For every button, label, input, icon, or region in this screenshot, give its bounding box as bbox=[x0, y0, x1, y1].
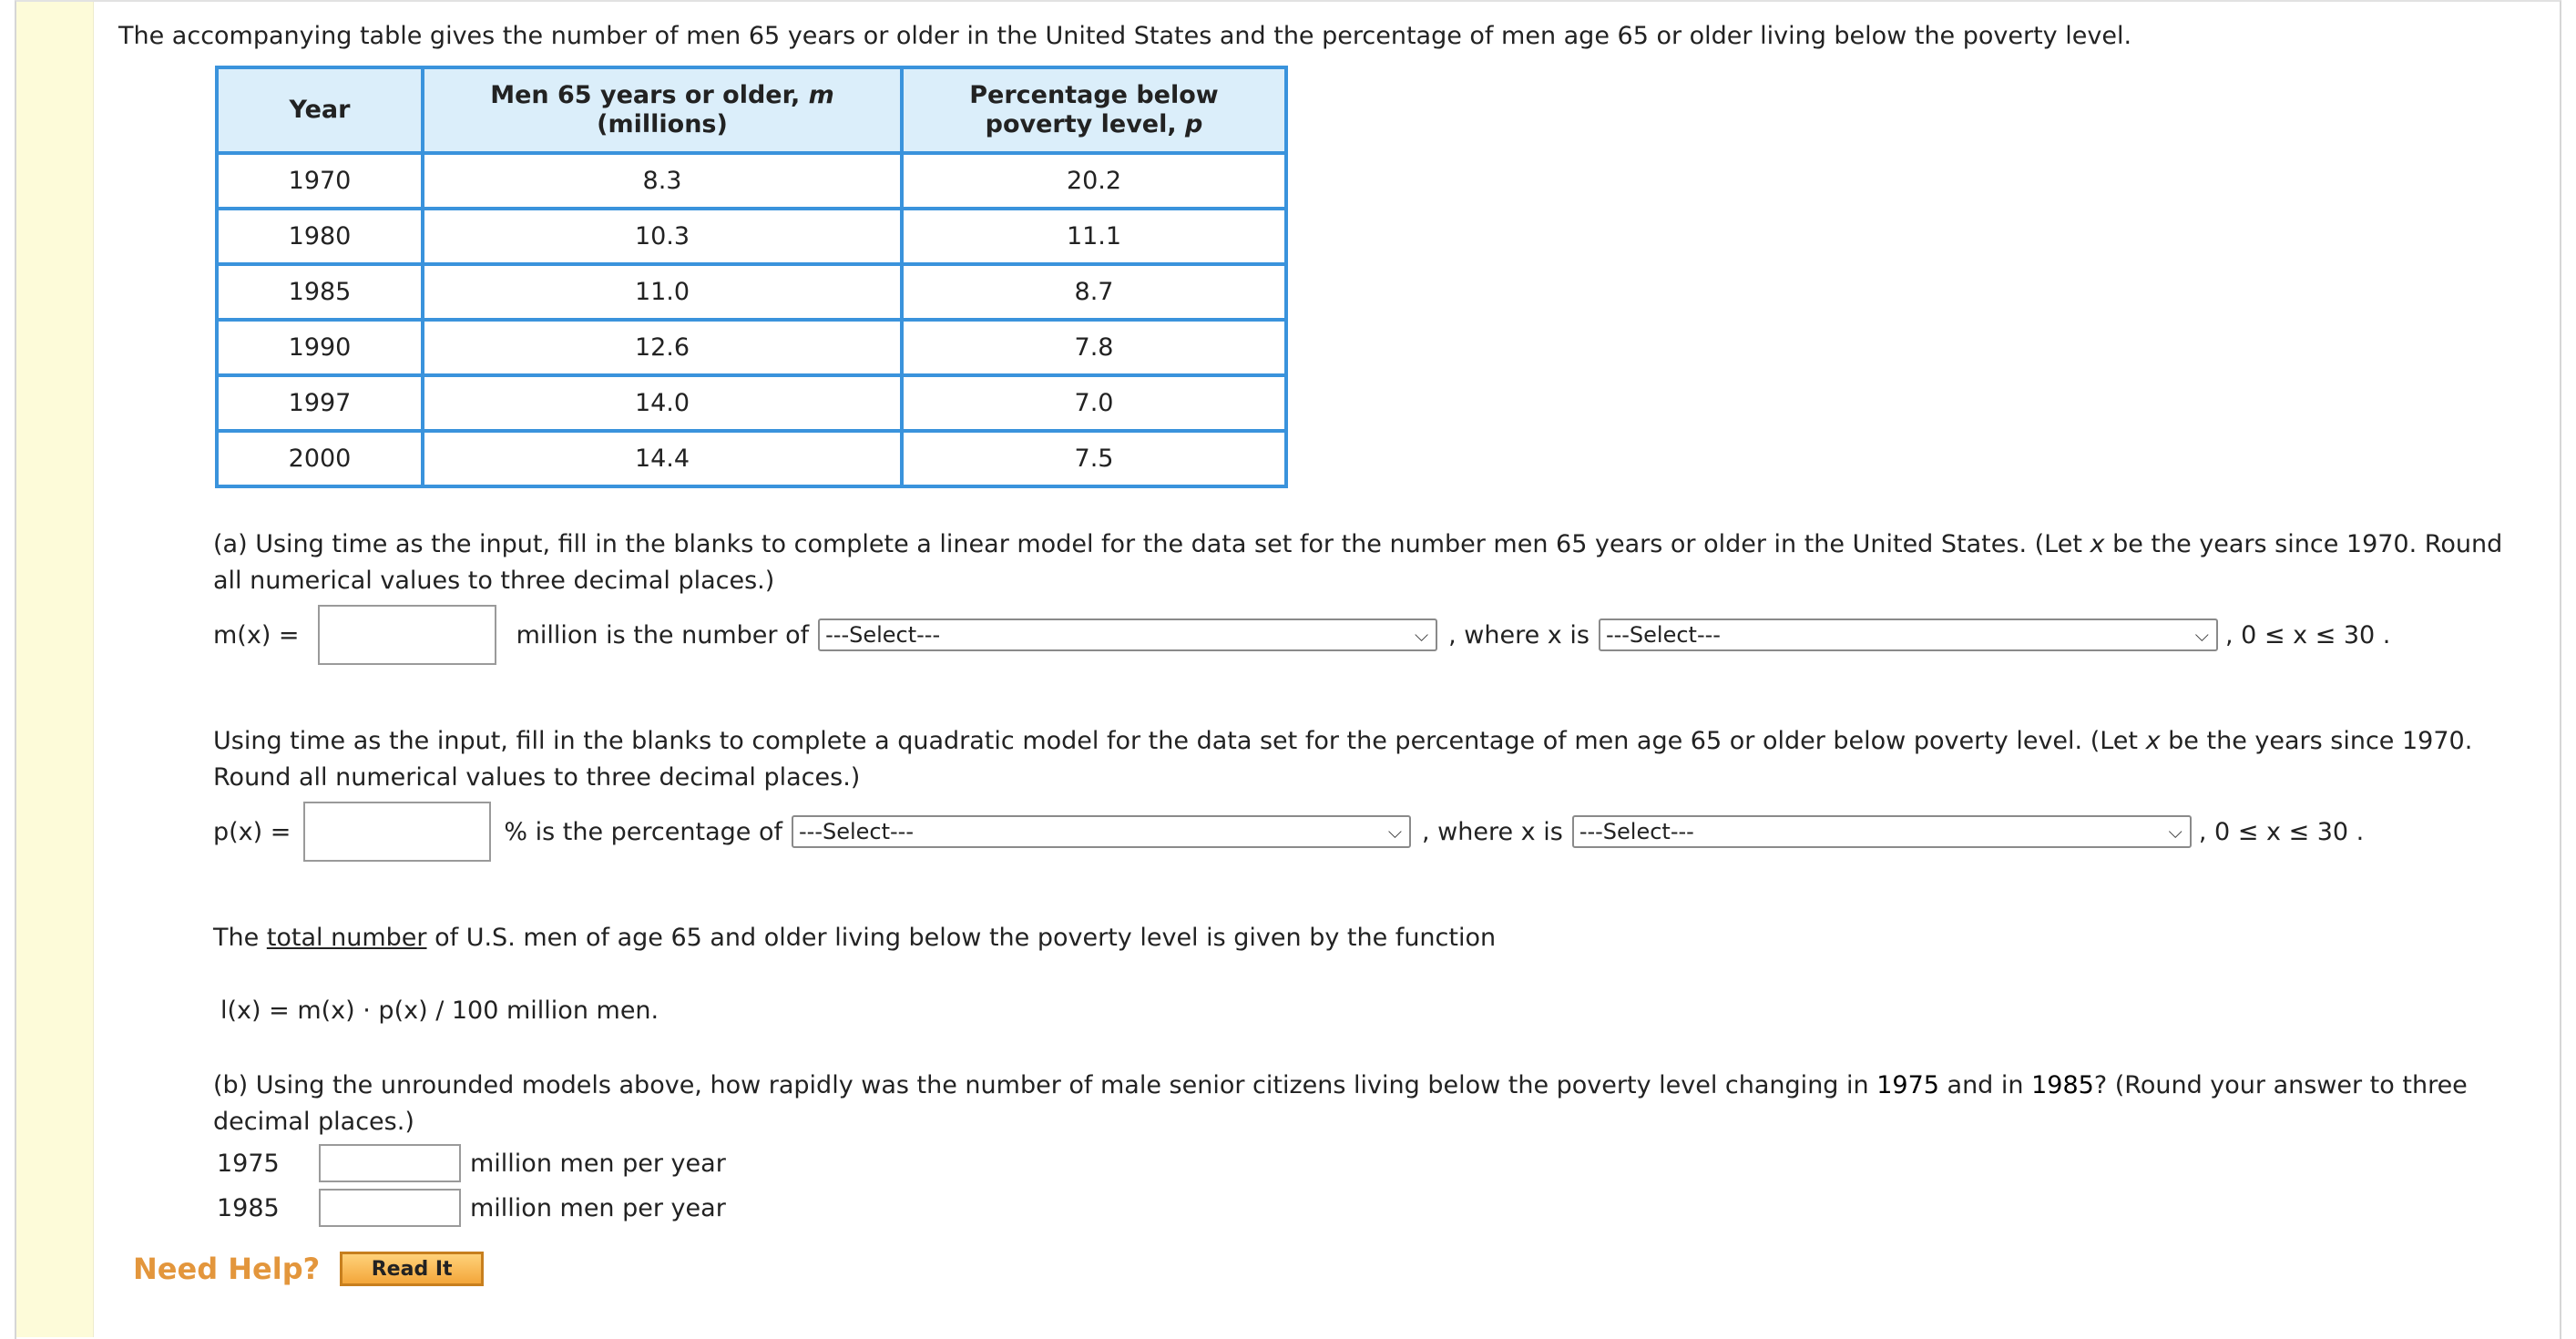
mx-x-select[interactable]: ---Select--- ⌵ bbox=[1599, 618, 2218, 651]
table-row: 1970 8.3 20.2 bbox=[217, 153, 1286, 209]
rate-1975-input[interactable] bbox=[319, 1144, 461, 1182]
rate-1985-input[interactable] bbox=[319, 1189, 461, 1227]
part-b-year-label: 1975 bbox=[217, 1149, 280, 1178]
mx-after-box-text: million is the number of bbox=[516, 620, 810, 649]
read-it-button[interactable]: Read It bbox=[340, 1252, 484, 1286]
part-b-row-1985 bbox=[217, 1189, 726, 1227]
intro-text: The accompanying table gives the number of men 65 years or older in the United States and the percentage of men age 65 or older living below the poverty level. bbox=[118, 22, 2132, 50]
px-quantity-select[interactable]: ---Select--- ⌵ bbox=[792, 815, 1411, 848]
lx-formula: l(x) = m(x) · p(x) / 100 million men. bbox=[220, 997, 659, 1025]
part-b-instructions: (b) Using the unrounded models above, how rapidly was the number of male senior citizens living below the poverty level changing in 1975 and in 1985? (Round your answer to three decimal places.) bbox=[213, 1071, 2468, 1136]
part-b-unit: million men per year bbox=[470, 1193, 726, 1222]
mx-quantity-select[interactable]: ---Select--- ⌵ bbox=[818, 618, 1437, 651]
table-row: 1997 14.0 7.0 bbox=[217, 375, 1286, 431]
chevron-down-icon: ⌵ bbox=[1414, 624, 1429, 646]
total-number-link[interactable]: total number bbox=[266, 924, 427, 952]
part-a2-answer-row bbox=[213, 802, 2364, 862]
mx-input[interactable] bbox=[318, 605, 496, 665]
total-text: The total number of U.S. men of age 65 and older living below the poverty level is given by the function bbox=[213, 924, 1497, 952]
chevron-down-icon: ⌵ bbox=[2194, 624, 2209, 646]
data-table bbox=[215, 66, 1288, 488]
part-b-year-label: 1985 bbox=[217, 1193, 280, 1222]
need-help-label: Need Help? bbox=[133, 1252, 321, 1286]
mx-where-text: , where x is bbox=[1448, 620, 1590, 649]
part-a2-instructions: Using time as the input, fill in the blanks to complete a quadratic model for the data set for the percentage of men age 65 or older below poverty level. (Let x be the years since 1970. Round all numerical values to three decimal places.) bbox=[213, 727, 2473, 792]
header-year: Year bbox=[217, 67, 423, 153]
header-men: Men 65 years or older, m (millions) bbox=[423, 67, 902, 153]
px-where-text: , where x is bbox=[1422, 817, 1563, 846]
part-a-answer-row bbox=[213, 605, 2390, 665]
part-b-row-1975 bbox=[217, 1144, 726, 1182]
px-label: p(x) = bbox=[213, 817, 291, 846]
px-x-select[interactable]: ---Select--- ⌵ bbox=[1572, 815, 2192, 848]
need-help bbox=[133, 1252, 484, 1286]
px-domain-text: , 0 ≤ x ≤ 30 . bbox=[2198, 817, 2365, 846]
table-row: 1985 11.0 8.7 bbox=[217, 264, 1286, 320]
px-after-box-text: % is the percentage of bbox=[504, 817, 782, 846]
part-a-instructions: (a) Using time as the input, fill in the blanks to complete a linear model for the data set for the number men 65 years or older in the United States. (Let x be the years since 1970. Round all numerical values to three decimal places.) bbox=[213, 530, 2503, 595]
left-rail bbox=[16, 2, 94, 1337]
mx-domain-text: , 0 ≤ x ≤ 30 . bbox=[2224, 620, 2391, 649]
part-b-unit: million men per year bbox=[470, 1149, 726, 1178]
header-pct: Percentage below poverty level, p bbox=[902, 67, 1286, 153]
table-row: 1980 10.3 11.1 bbox=[217, 209, 1286, 264]
table-header-row bbox=[217, 67, 1286, 153]
px-input[interactable] bbox=[303, 802, 491, 862]
chevron-down-icon: ⌵ bbox=[2168, 821, 2182, 843]
table-row: 2000 14.4 7.5 bbox=[217, 431, 1286, 486]
table-row: 1990 12.6 7.8 bbox=[217, 320, 1286, 375]
chevron-down-icon: ⌵ bbox=[1387, 821, 1402, 843]
mx-label: m(x) = bbox=[213, 620, 300, 649]
